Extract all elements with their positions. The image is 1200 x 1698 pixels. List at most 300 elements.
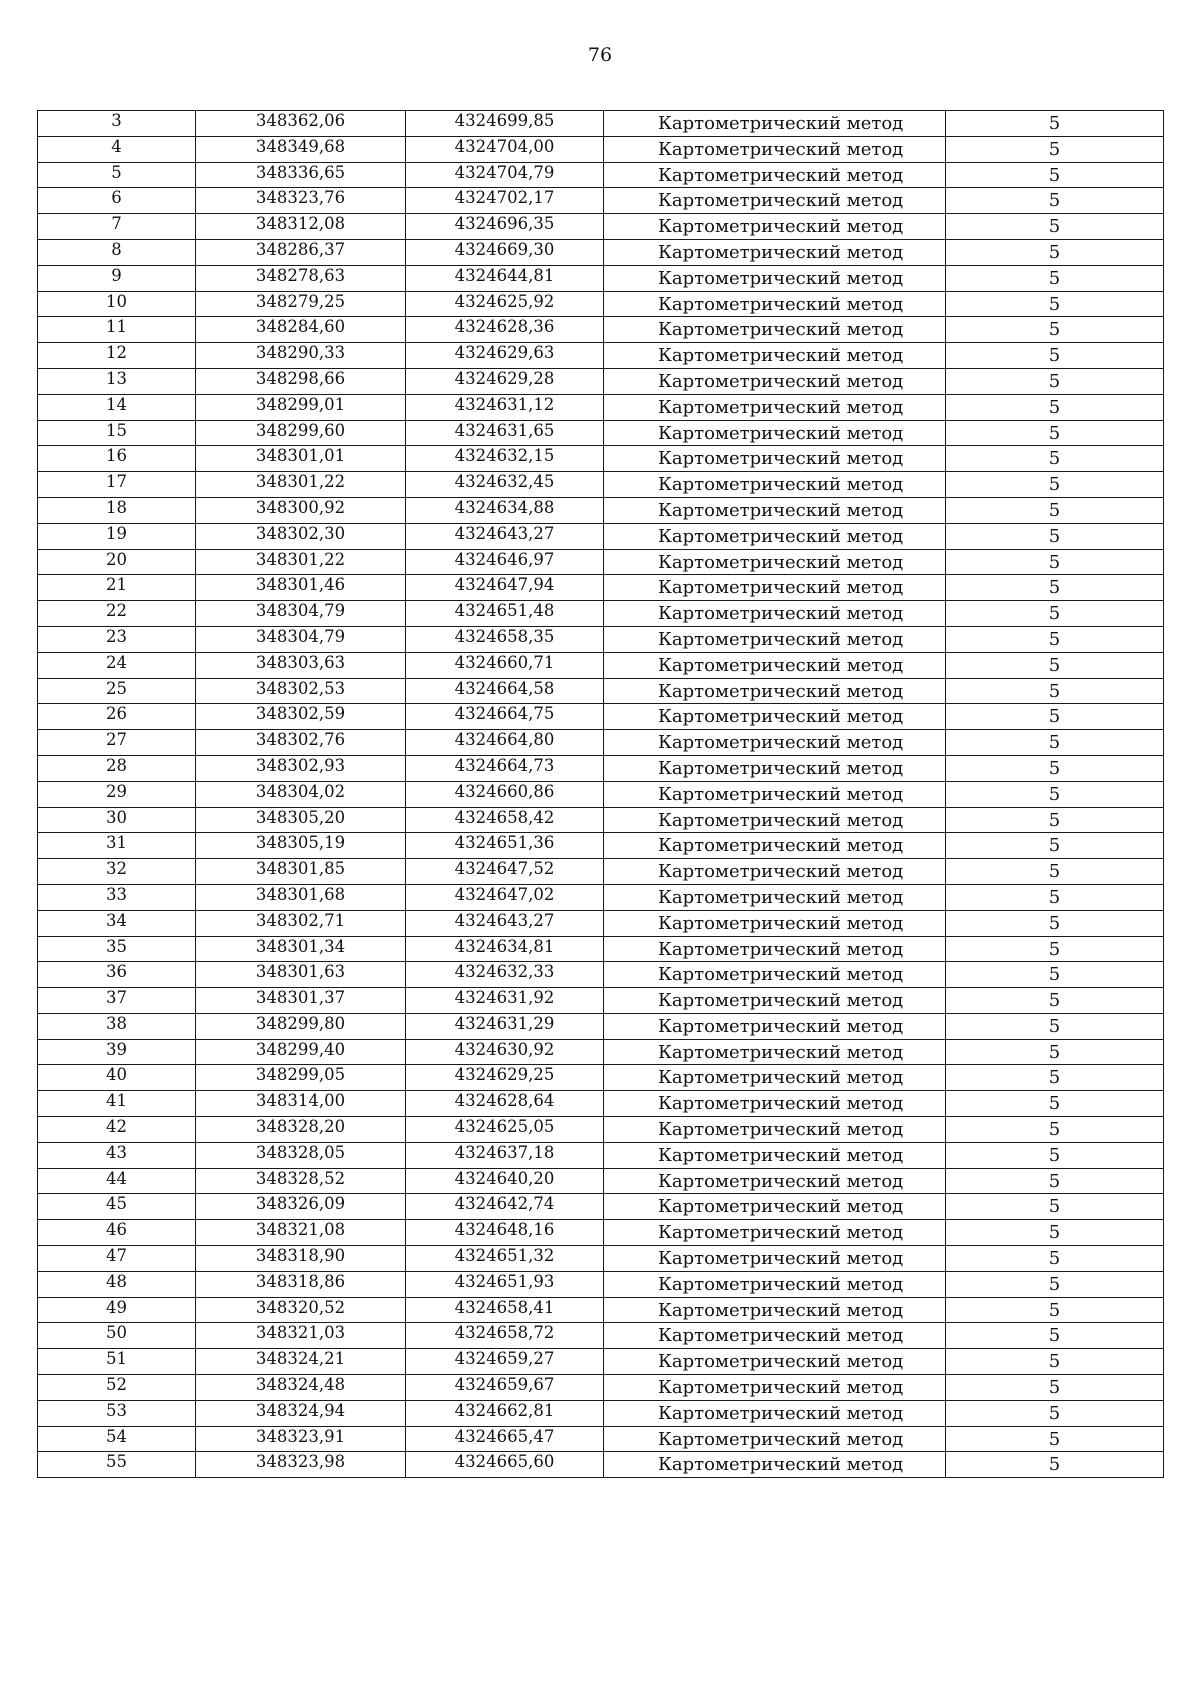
point-number-cell: 50 <box>38 1323 196 1349</box>
x-coordinate-cell: 348301,46 <box>196 575 406 601</box>
accuracy-cell: 5 <box>946 549 1164 575</box>
accuracy-cell: 5 <box>946 575 1164 601</box>
method-cell: Картометрический метод <box>604 1271 946 1297</box>
accuracy-cell: 5 <box>946 626 1164 652</box>
accuracy-cell: 5 <box>946 1297 1164 1323</box>
y-coordinate-cell: 4324631,29 <box>406 1013 604 1039</box>
point-number-cell: 45 <box>38 1194 196 1220</box>
point-number-cell: 22 <box>38 601 196 627</box>
point-number-cell: 26 <box>38 704 196 730</box>
table-row <box>38 730 1164 756</box>
point-number-cell: 42 <box>38 1117 196 1143</box>
x-coordinate-cell: 348284,60 <box>196 317 406 343</box>
point-number-cell: 6 <box>38 188 196 214</box>
method-cell: Картометрический метод <box>604 1426 946 1452</box>
method-cell: Картометрический метод <box>604 730 946 756</box>
accuracy-cell: 5 <box>946 1220 1164 1246</box>
accuracy-cell: 5 <box>946 472 1164 498</box>
accuracy-cell: 5 <box>946 368 1164 394</box>
x-coordinate-cell: 348305,20 <box>196 807 406 833</box>
accuracy-cell: 5 <box>946 1246 1164 1272</box>
method-cell: Картометрический метод <box>604 859 946 885</box>
coordinates-table-body <box>38 111 1164 1478</box>
table-row <box>38 626 1164 652</box>
point-number-cell: 23 <box>38 626 196 652</box>
point-number-cell: 32 <box>38 859 196 885</box>
y-coordinate-cell: 4324644,81 <box>406 265 604 291</box>
x-coordinate-cell: 348312,08 <box>196 214 406 240</box>
x-coordinate-cell: 348299,80 <box>196 1013 406 1039</box>
y-coordinate-cell: 4324664,73 <box>406 755 604 781</box>
y-coordinate-cell: 4324651,32 <box>406 1246 604 1272</box>
x-coordinate-cell: 348323,76 <box>196 188 406 214</box>
table-row <box>38 136 1164 162</box>
y-coordinate-cell: 4324658,42 <box>406 807 604 833</box>
method-cell: Картометрический метод <box>604 214 946 240</box>
accuracy-cell: 5 <box>946 111 1164 137</box>
point-number-cell: 33 <box>38 884 196 910</box>
accuracy-cell: 5 <box>946 1013 1164 1039</box>
method-cell: Картометрический метод <box>604 1400 946 1426</box>
x-coordinate-cell: 348321,03 <box>196 1323 406 1349</box>
method-cell: Картометрический метод <box>604 368 946 394</box>
y-coordinate-cell: 4324646,97 <box>406 549 604 575</box>
table-row <box>38 394 1164 420</box>
method-cell: Картометрический метод <box>604 1297 946 1323</box>
x-coordinate-cell: 348299,60 <box>196 420 406 446</box>
accuracy-cell: 5 <box>946 1375 1164 1401</box>
table-row <box>38 420 1164 446</box>
method-cell: Картометрический метод <box>604 575 946 601</box>
x-coordinate-cell: 348321,08 <box>196 1220 406 1246</box>
point-number-cell: 17 <box>38 472 196 498</box>
point-number-cell: 8 <box>38 239 196 265</box>
y-coordinate-cell: 4324625,05 <box>406 1117 604 1143</box>
accuracy-cell: 5 <box>946 1065 1164 1091</box>
y-coordinate-cell: 4324634,81 <box>406 936 604 962</box>
table-row <box>38 910 1164 936</box>
point-number-cell: 47 <box>38 1246 196 1272</box>
point-number-cell: 31 <box>38 833 196 859</box>
y-coordinate-cell: 4324637,18 <box>406 1142 604 1168</box>
y-coordinate-cell: 4324704,00 <box>406 136 604 162</box>
x-coordinate-cell: 348301,01 <box>196 446 406 472</box>
point-number-cell: 4 <box>38 136 196 162</box>
table-row <box>38 162 1164 188</box>
method-cell: Картометрический метод <box>604 884 946 910</box>
point-number-cell: 16 <box>38 446 196 472</box>
y-coordinate-cell: 4324628,36 <box>406 317 604 343</box>
accuracy-cell: 5 <box>946 1168 1164 1194</box>
method-cell: Картометрический метод <box>604 291 946 317</box>
y-coordinate-cell: 4324631,12 <box>406 394 604 420</box>
method-cell: Картометрический метод <box>604 162 946 188</box>
y-coordinate-cell: 4324659,27 <box>406 1349 604 1375</box>
y-coordinate-cell: 4324628,64 <box>406 1091 604 1117</box>
point-number-cell: 5 <box>38 162 196 188</box>
table-row <box>38 1452 1164 1478</box>
table-row <box>38 833 1164 859</box>
x-coordinate-cell: 348302,30 <box>196 523 406 549</box>
method-cell: Картометрический метод <box>604 188 946 214</box>
x-coordinate-cell: 348303,63 <box>196 652 406 678</box>
y-coordinate-cell: 4324647,52 <box>406 859 604 885</box>
y-coordinate-cell: 4324669,30 <box>406 239 604 265</box>
accuracy-cell: 5 <box>946 1452 1164 1478</box>
point-number-cell: 48 <box>38 1271 196 1297</box>
table-row <box>38 111 1164 137</box>
method-cell: Картометрический метод <box>604 1220 946 1246</box>
table-row <box>38 652 1164 678</box>
method-cell: Картометрический метод <box>604 136 946 162</box>
y-coordinate-cell: 4324664,80 <box>406 730 604 756</box>
method-cell: Картометрический метод <box>604 1013 946 1039</box>
method-cell: Картометрический метод <box>604 962 946 988</box>
y-coordinate-cell: 4324642,74 <box>406 1194 604 1220</box>
table-row <box>38 1220 1164 1246</box>
accuracy-cell: 5 <box>946 807 1164 833</box>
point-number-cell: 13 <box>38 368 196 394</box>
method-cell: Картометрический метод <box>604 394 946 420</box>
point-number-cell: 35 <box>38 936 196 962</box>
x-coordinate-cell: 348326,09 <box>196 1194 406 1220</box>
method-cell: Картометрический метод <box>604 1065 946 1091</box>
x-coordinate-cell: 348349,68 <box>196 136 406 162</box>
table-row <box>38 188 1164 214</box>
point-number-cell: 53 <box>38 1400 196 1426</box>
method-cell: Картометрический метод <box>604 420 946 446</box>
table-row <box>38 1426 1164 1452</box>
y-coordinate-cell: 4324658,72 <box>406 1323 604 1349</box>
accuracy-cell: 5 <box>946 394 1164 420</box>
y-coordinate-cell: 4324704,79 <box>406 162 604 188</box>
accuracy-cell: 5 <box>946 239 1164 265</box>
y-coordinate-cell: 4324643,27 <box>406 523 604 549</box>
x-coordinate-cell: 348299,40 <box>196 1039 406 1065</box>
method-cell: Картометрический метод <box>604 472 946 498</box>
method-cell: Картометрический метод <box>604 781 946 807</box>
x-coordinate-cell: 348318,90 <box>196 1246 406 1272</box>
y-coordinate-cell: 4324630,92 <box>406 1039 604 1065</box>
method-cell: Картометрический метод <box>604 704 946 730</box>
method-cell: Картометрический метод <box>604 833 946 859</box>
y-coordinate-cell: 4324629,25 <box>406 1065 604 1091</box>
table-row <box>38 962 1164 988</box>
accuracy-cell: 5 <box>946 1323 1164 1349</box>
point-number-cell: 3 <box>38 111 196 137</box>
x-coordinate-cell: 348302,59 <box>196 704 406 730</box>
point-number-cell: 15 <box>38 420 196 446</box>
x-coordinate-cell: 348298,66 <box>196 368 406 394</box>
table-row <box>38 343 1164 369</box>
x-coordinate-cell: 348299,05 <box>196 1065 406 1091</box>
table-row <box>38 859 1164 885</box>
y-coordinate-cell: 4324660,86 <box>406 781 604 807</box>
coordinates-table <box>37 110 1164 1478</box>
x-coordinate-cell: 348324,48 <box>196 1375 406 1401</box>
y-coordinate-cell: 4324643,27 <box>406 910 604 936</box>
method-cell: Картометрический метод <box>604 652 946 678</box>
accuracy-cell: 5 <box>946 1426 1164 1452</box>
y-coordinate-cell: 4324699,85 <box>406 111 604 137</box>
accuracy-cell: 5 <box>946 781 1164 807</box>
point-number-cell: 14 <box>38 394 196 420</box>
method-cell: Картометрический метод <box>604 1168 946 1194</box>
point-number-cell: 20 <box>38 549 196 575</box>
point-number-cell: 29 <box>38 781 196 807</box>
y-coordinate-cell: 4324696,35 <box>406 214 604 240</box>
table-row <box>38 239 1164 265</box>
x-coordinate-cell: 348304,02 <box>196 781 406 807</box>
table-row <box>38 1323 1164 1349</box>
y-coordinate-cell: 4324664,75 <box>406 704 604 730</box>
method-cell: Картометрический метод <box>604 1246 946 1272</box>
table-row <box>38 1194 1164 1220</box>
x-coordinate-cell: 348304,79 <box>196 601 406 627</box>
table-row <box>38 446 1164 472</box>
point-number-cell: 40 <box>38 1065 196 1091</box>
table-row <box>38 497 1164 523</box>
x-coordinate-cell: 348328,52 <box>196 1168 406 1194</box>
y-coordinate-cell: 4324631,92 <box>406 988 604 1014</box>
table-row <box>38 291 1164 317</box>
accuracy-cell: 5 <box>946 1117 1164 1143</box>
y-coordinate-cell: 4324629,28 <box>406 368 604 394</box>
y-coordinate-cell: 4324647,94 <box>406 575 604 601</box>
table-row <box>38 317 1164 343</box>
point-number-cell: 12 <box>38 343 196 369</box>
table-row <box>38 1039 1164 1065</box>
y-coordinate-cell: 4324658,41 <box>406 1297 604 1323</box>
method-cell: Картометрический метод <box>604 1349 946 1375</box>
point-number-cell: 43 <box>38 1142 196 1168</box>
method-cell: Картометрический метод <box>604 111 946 137</box>
x-coordinate-cell: 348323,98 <box>196 1452 406 1478</box>
x-coordinate-cell: 348328,05 <box>196 1142 406 1168</box>
point-number-cell: 21 <box>38 575 196 601</box>
method-cell: Картометрический метод <box>604 1375 946 1401</box>
method-cell: Картометрический метод <box>604 1323 946 1349</box>
method-cell: Картометрический метод <box>604 910 946 936</box>
accuracy-cell: 5 <box>946 291 1164 317</box>
y-coordinate-cell: 4324629,63 <box>406 343 604 369</box>
method-cell: Картометрический метод <box>604 1142 946 1168</box>
x-coordinate-cell: 348305,19 <box>196 833 406 859</box>
point-number-cell: 51 <box>38 1349 196 1375</box>
method-cell: Картометрический метод <box>604 755 946 781</box>
x-coordinate-cell: 348278,63 <box>196 265 406 291</box>
accuracy-cell: 5 <box>946 1142 1164 1168</box>
table-row <box>38 214 1164 240</box>
x-coordinate-cell: 348300,92 <box>196 497 406 523</box>
method-cell: Картометрический метод <box>604 446 946 472</box>
y-coordinate-cell: 4324664,58 <box>406 678 604 704</box>
accuracy-cell: 5 <box>946 497 1164 523</box>
y-coordinate-cell: 4324660,71 <box>406 652 604 678</box>
accuracy-cell: 5 <box>946 1271 1164 1297</box>
table-row <box>38 807 1164 833</box>
table-row <box>38 755 1164 781</box>
method-cell: Картометрический метод <box>604 523 946 549</box>
x-coordinate-cell: 348314,00 <box>196 1091 406 1117</box>
x-coordinate-cell: 348302,53 <box>196 678 406 704</box>
method-cell: Картометрический метод <box>604 936 946 962</box>
x-coordinate-cell: 348323,91 <box>196 1426 406 1452</box>
accuracy-cell: 5 <box>946 214 1164 240</box>
x-coordinate-cell: 348301,22 <box>196 472 406 498</box>
table-row <box>38 1013 1164 1039</box>
point-number-cell: 30 <box>38 807 196 833</box>
y-coordinate-cell: 4324634,88 <box>406 497 604 523</box>
x-coordinate-cell: 348302,93 <box>196 755 406 781</box>
method-cell: Картометрический метод <box>604 239 946 265</box>
method-cell: Картометрический метод <box>604 1117 946 1143</box>
point-number-cell: 18 <box>38 497 196 523</box>
y-coordinate-cell: 4324702,17 <box>406 188 604 214</box>
accuracy-cell: 5 <box>946 833 1164 859</box>
y-coordinate-cell: 4324659,67 <box>406 1375 604 1401</box>
accuracy-cell: 5 <box>946 136 1164 162</box>
point-number-cell: 52 <box>38 1375 196 1401</box>
point-number-cell: 44 <box>38 1168 196 1194</box>
table-row <box>38 368 1164 394</box>
x-coordinate-cell: 348286,37 <box>196 239 406 265</box>
y-coordinate-cell: 4324631,65 <box>406 420 604 446</box>
accuracy-cell: 5 <box>946 962 1164 988</box>
y-coordinate-cell: 4324665,47 <box>406 1426 604 1452</box>
method-cell: Картометрический метод <box>604 1039 946 1065</box>
x-coordinate-cell: 348301,34 <box>196 936 406 962</box>
x-coordinate-cell: 348279,25 <box>196 291 406 317</box>
x-coordinate-cell: 348304,79 <box>196 626 406 652</box>
accuracy-cell: 5 <box>946 420 1164 446</box>
point-number-cell: 11 <box>38 317 196 343</box>
table-row <box>38 1065 1164 1091</box>
y-coordinate-cell: 4324647,02 <box>406 884 604 910</box>
point-number-cell: 19 <box>38 523 196 549</box>
point-number-cell: 46 <box>38 1220 196 1246</box>
x-coordinate-cell: 348362,06 <box>196 111 406 137</box>
x-coordinate-cell: 348299,01 <box>196 394 406 420</box>
y-coordinate-cell: 4324648,16 <box>406 1220 604 1246</box>
y-coordinate-cell: 4324665,60 <box>406 1452 604 1478</box>
accuracy-cell: 5 <box>946 343 1164 369</box>
method-cell: Картометрический метод <box>604 626 946 652</box>
table-row <box>38 678 1164 704</box>
table-row <box>38 1117 1164 1143</box>
method-cell: Картометрический метод <box>604 343 946 369</box>
table-row <box>38 781 1164 807</box>
point-number-cell: 9 <box>38 265 196 291</box>
x-coordinate-cell: 348301,63 <box>196 962 406 988</box>
x-coordinate-cell: 348324,21 <box>196 1349 406 1375</box>
method-cell: Картометрический метод <box>604 1452 946 1478</box>
point-number-cell: 10 <box>38 291 196 317</box>
x-coordinate-cell: 348302,71 <box>196 910 406 936</box>
method-cell: Картометрический метод <box>604 265 946 291</box>
accuracy-cell: 5 <box>946 704 1164 730</box>
x-coordinate-cell: 348318,86 <box>196 1271 406 1297</box>
method-cell: Картометрический метод <box>604 988 946 1014</box>
point-number-cell: 7 <box>38 214 196 240</box>
method-cell: Картометрический метод <box>604 678 946 704</box>
point-number-cell: 24 <box>38 652 196 678</box>
point-number-cell: 34 <box>38 910 196 936</box>
method-cell: Картометрический метод <box>604 1091 946 1117</box>
accuracy-cell: 5 <box>946 523 1164 549</box>
x-coordinate-cell: 348301,85 <box>196 859 406 885</box>
accuracy-cell: 5 <box>946 601 1164 627</box>
y-coordinate-cell: 4324632,45 <box>406 472 604 498</box>
method-cell: Картометрический метод <box>604 601 946 627</box>
accuracy-cell: 5 <box>946 884 1164 910</box>
page-number: 76 <box>587 44 613 66</box>
table-row <box>38 265 1164 291</box>
point-number-cell: 39 <box>38 1039 196 1065</box>
table-row <box>38 884 1164 910</box>
accuracy-cell: 5 <box>946 652 1164 678</box>
table-row <box>38 1400 1164 1426</box>
x-coordinate-cell: 348302,76 <box>196 730 406 756</box>
point-number-cell: 27 <box>38 730 196 756</box>
table-row <box>38 575 1164 601</box>
accuracy-cell: 5 <box>946 678 1164 704</box>
y-coordinate-cell: 4324658,35 <box>406 626 604 652</box>
point-number-cell: 49 <box>38 1297 196 1323</box>
x-coordinate-cell: 348328,20 <box>196 1117 406 1143</box>
table-row <box>38 601 1164 627</box>
y-coordinate-cell: 4324651,93 <box>406 1271 604 1297</box>
point-number-cell: 36 <box>38 962 196 988</box>
accuracy-cell: 5 <box>946 859 1164 885</box>
point-number-cell: 28 <box>38 755 196 781</box>
table-row <box>38 936 1164 962</box>
y-coordinate-cell: 4324651,48 <box>406 601 604 627</box>
method-cell: Картометрический метод <box>604 807 946 833</box>
table-row <box>38 1142 1164 1168</box>
point-number-cell: 41 <box>38 1091 196 1117</box>
accuracy-cell: 5 <box>946 446 1164 472</box>
accuracy-cell: 5 <box>946 730 1164 756</box>
accuracy-cell: 5 <box>946 162 1164 188</box>
y-coordinate-cell: 4324662,81 <box>406 1400 604 1426</box>
y-coordinate-cell: 4324640,20 <box>406 1168 604 1194</box>
accuracy-cell: 5 <box>946 1349 1164 1375</box>
table-row <box>38 1271 1164 1297</box>
x-coordinate-cell: 348336,65 <box>196 162 406 188</box>
y-coordinate-cell: 4324651,36 <box>406 833 604 859</box>
table-row <box>38 1091 1164 1117</box>
accuracy-cell: 5 <box>946 1400 1164 1426</box>
accuracy-cell: 5 <box>946 188 1164 214</box>
y-coordinate-cell: 4324632,15 <box>406 446 604 472</box>
x-coordinate-cell: 348301,22 <box>196 549 406 575</box>
table-row <box>38 523 1164 549</box>
x-coordinate-cell: 348324,94 <box>196 1400 406 1426</box>
accuracy-cell: 5 <box>946 988 1164 1014</box>
accuracy-cell: 5 <box>946 755 1164 781</box>
table-row <box>38 704 1164 730</box>
x-coordinate-cell: 348301,37 <box>196 988 406 1014</box>
point-number-cell: 54 <box>38 1426 196 1452</box>
accuracy-cell: 5 <box>946 1194 1164 1220</box>
table-row <box>38 1375 1164 1401</box>
table-row <box>38 1246 1164 1272</box>
point-number-cell: 25 <box>38 678 196 704</box>
point-number-cell: 37 <box>38 988 196 1014</box>
method-cell: Картометрический метод <box>604 497 946 523</box>
method-cell: Картометрический метод <box>604 317 946 343</box>
